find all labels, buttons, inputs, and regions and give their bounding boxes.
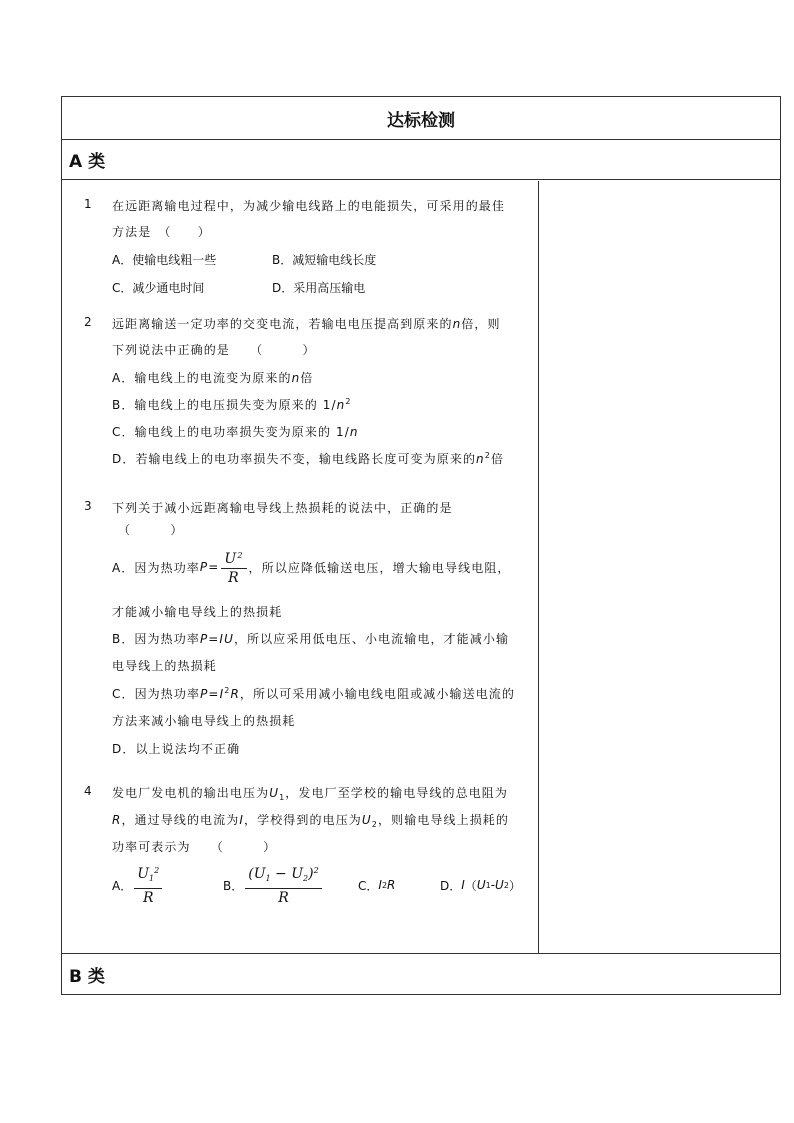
question-text: 远距离输送一定功率的交变电流，若输电电压提高到原来的n倍，则 [112, 317, 501, 331]
question-text: 下列关于减小远距离输电导线上热损耗的说法中，正确的是 [112, 501, 453, 515]
formula-fraction: $\frac{U_1^2}{R}$ [134, 863, 162, 907]
page-title: 达标检测 [62, 97, 780, 140]
question-number: 4 [84, 784, 92, 798]
choice-a: A． $\frac{U_1^2}{R}$ [112, 862, 164, 908]
formula-fraction: $\frac{(U_1 - U_2)^2}{R}$ [245, 863, 321, 907]
choice-c-continued: 方法来减小输电导线上的热损耗 [112, 714, 296, 728]
question-text: 在远距离输电过程中，为减少输电线路上的电能损失，可采用的最佳 [112, 199, 506, 213]
choice-b-continued: 电导线上的热损耗 [112, 659, 217, 673]
section-b-heading: B 类 [62, 953, 780, 994]
choice-c: C．因为热功率$P=I^2R$，所以可采用减小输电线电阻或减小输送电流的 [112, 686, 515, 701]
question-text: 下列说法中正确的是 （ ） [112, 343, 316, 357]
choice-a: A．使输电线粗一些 [112, 253, 217, 267]
choice-a: A．输电线上的电流变为原来的n倍 [112, 371, 314, 385]
question-number: 3 [84, 499, 92, 513]
questions-column [62, 181, 538, 953]
question-text: 功率可表示为 （ ） [112, 840, 277, 854]
notes-column [538, 181, 781, 953]
choice-c: C．输电线上的电功率损失变为原来的 1/n [112, 425, 359, 439]
choice-d: D．若输电线上的电功率损失不变，输电线路长度可变为原来的$n^2$倍 [112, 451, 505, 466]
choice-a: A．因为热功率 P= $\frac{U^2}{R}$ ，所以应降低输送电压，增大输电导线电阻， [112, 545, 511, 589]
choice-b: B．减短输电线长度 [272, 253, 377, 267]
choice-b: B．输电线上的电压损失变为原来的 $1/n^2$ [112, 397, 352, 412]
choice-d: D． I （ U 1 - U 2 ） [440, 878, 521, 893]
choice-c: C．减少通电时间 [112, 281, 205, 295]
choice-d: D．采用高压输电 [272, 281, 366, 295]
choice-b: B． $\frac{(U_1 - U_2)^2}{R}$ [223, 862, 324, 908]
choice-a-continued: 才能减小输电导线上的热损耗 [112, 605, 283, 619]
choice-d: D．以上说法均不正确 [112, 742, 241, 756]
question-text: R，通过导线的电流为I，学校得到的电压为$U_2$，则输电导线上损耗的 [112, 813, 510, 829]
choice-c: C． I 2 R [358, 878, 396, 893]
question-text: （ ） [118, 523, 184, 537]
question-text: 发电厂发电机的输出电压为$U_1$，发电厂至学校的输电导线的总电阻为 [112, 786, 508, 802]
choice-b: B．因为热功率P=IU，所以应采用低电压、小电流输电，才能减小输 [112, 632, 510, 646]
choice-row [112, 862, 542, 908]
question-number: 1 [84, 197, 92, 211]
question-number: 2 [84, 315, 92, 329]
question-text: 方法是 （ ） [112, 225, 211, 239]
section-a-heading: A 类 [62, 139, 780, 180]
formula-fraction: $\frac{U^2}{R}$ [221, 548, 246, 587]
worksheet-table [61, 96, 781, 995]
